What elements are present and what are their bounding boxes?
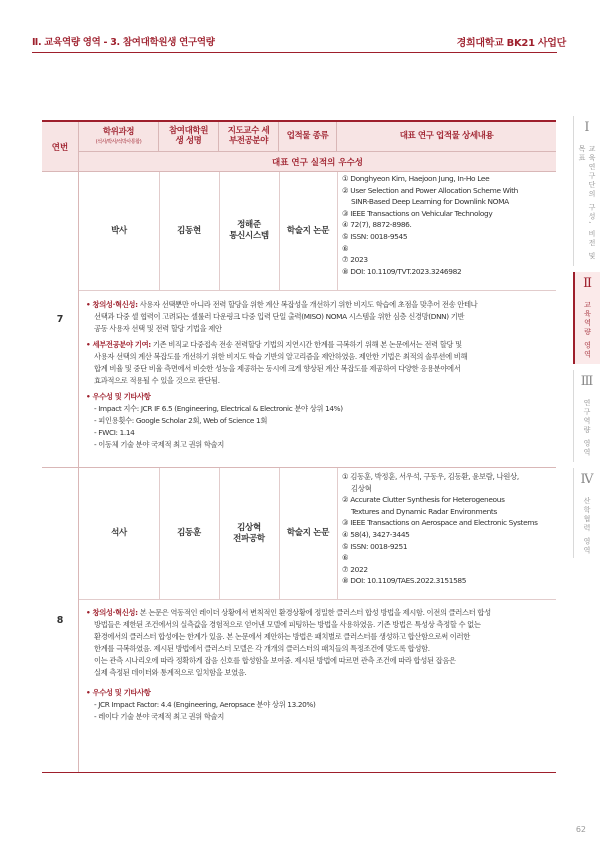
detail-line: ② Accurate Clutter Synthesis for Heterogeneous — [342, 495, 505, 505]
detail-line: ⑤ ISSN: 0018-9251 — [342, 541, 408, 551]
desc-title: 세부전공분야 기여: — [92, 340, 151, 349]
desc-line: 이는 관측 시나리오에 따라 정확하게 잡음 신호를 합성함을 보여줌. 제시된 방법에 따르면 관측 조건에 따라 합성된 잡음은 — [94, 656, 456, 665]
sidebar-item-label: 산학협력 영역 — [583, 497, 591, 556]
desc-block-contribution — [86, 339, 556, 387]
research-table — [42, 120, 556, 774]
header-course-sub: (석사/박사/석박사통합) — [95, 139, 142, 145]
sidebar-item-label: 연구역량 영역 — [583, 399, 591, 458]
desc-line: 선택과 다중 셀 협력이 고려되는 셀룰러 다운링크 다중 입력 단일 출력(MISO) NOMA 시스템을 위한 심층 신경망(DNN) 기반 — [94, 312, 465, 321]
desc-line: 기존 비직교 다중접속 전송 전력할당 기법의 지연시간 한계를 극복하기 위해 본 논문에서는 전력 할당 및 — [152, 340, 462, 349]
desc-block-creativity — [86, 607, 556, 679]
row-8-advisor-name: 김상혁 — [237, 522, 261, 533]
roman-numeral: Ⅱ — [583, 276, 592, 291]
row-7-inner-sep — [79, 290, 556, 291]
header-course-label: 학위과정 — [102, 127, 135, 138]
detail-line: ② User Selection and Power Allocation Scheme With — [342, 185, 519, 195]
row-number: 8 — [42, 468, 79, 772]
sidebar-item-section-3[interactable] — [573, 370, 600, 462]
desc-line: 합계 비율 및 중단 비율 측면에서 비슷한 성능을 제공하는 동시에 크게 향상된 계산 복잡도를 제공하여 다양한 응용분야에서 — [94, 364, 461, 373]
bullet: • — [86, 392, 93, 401]
header-advisor: 지도교수 세부전공분야 — [219, 122, 279, 152]
detail-line: Textures and Dynamic Radar Environments — [351, 506, 497, 516]
detail-line: ⑧ DOI: 10.1109/TAES.2022.3151585 — [342, 576, 467, 586]
bullet: • — [86, 688, 93, 697]
subheader-excellence: 대표 연구 실적의 우수성 — [79, 152, 556, 172]
row-8-details — [342, 471, 556, 587]
detail-line: ③ IEEE Transactions on Vehicular Technology — [342, 208, 493, 218]
detail-line: ③ IEEE Transactions on Aerospace and Electronic Systems — [342, 518, 538, 528]
desc-line: - JCR Impact Factor: 4.4 (Engineering, Aeropsace 분야 상위 13.20%) — [94, 700, 316, 709]
row-7-course: 박사 — [111, 225, 127, 236]
detail-line: 김상혁 — [351, 483, 372, 493]
desc-line: 공동 사용자 선택 및 전력 할당 기법을 제안 — [94, 324, 222, 333]
desc-line: - 피인용횟수: Google Scholar 2회, Web of Science 1회 — [94, 416, 268, 425]
desc-title: 우수성 및 기타사항 — [92, 392, 151, 401]
row-8-student: 김동훈 — [177, 528, 201, 539]
bullet: • — [86, 300, 93, 309]
desc-line: 환경에서의 클러스터 합성에는 한계가 있음. 본 논문에서 제안하는 방법은 패치별로 클러스터를 생성하고 합산함으로써 이러한 — [94, 632, 470, 641]
row-7-details — [342, 173, 556, 277]
row-8-advisor-field: 전파공학 — [233, 533, 265, 544]
row-8-divider — [337, 468, 338, 599]
desc-title: 창의성·혁신성: — [92, 300, 138, 309]
roman-numeral: Ⅲ — [580, 374, 594, 389]
detail-line: ① 김동훈, 박정훈, 서우석, 구동우, 김동환, 윤보람, 나원상, — [342, 472, 519, 481]
row-7-advisor-field: 통신시스템 — [229, 231, 269, 241]
row-7-type: 학술지 논문 — [286, 225, 330, 236]
page-header-org: 경희대학교 BK21 사업단 — [456, 38, 566, 49]
detail-line: ④ 72(7), 8872-8986. — [342, 220, 412, 230]
desc-line: - 이동체 기술 분야 국제적 최고 권위 학술지 — [94, 440, 224, 449]
header-row — [79, 122, 556, 152]
bullet: • — [86, 340, 93, 349]
sidebar-item-section-4[interactable] — [573, 468, 600, 558]
detail-line: ⑥ — [342, 553, 349, 563]
sidebar-item-section-1[interactable] — [573, 116, 600, 266]
desc-title: 창의성·혁신성: — [92, 608, 138, 617]
page-header-section: Ⅱ. 교육역량 영역 - 3. 참여대학원생 연구역량 — [32, 37, 215, 48]
row-8-advisor — [219, 468, 279, 599]
desc-line: - 레이다 기술 분야 국제적 최고 권위 학술지 — [94, 712, 224, 721]
header-type: 업적물 종류 — [279, 122, 337, 152]
detail-line: ⑧ DOI: 10.1109/TVT.2023.3246982 — [342, 266, 462, 276]
desc-line: 사용자 선택뿐만 아니라 전력 할당을 위한 계산 복잡성을 개선하기 위한 비지도 학습에 초점을 맞추어 전송 안테나 — [139, 300, 478, 309]
row-7-advisor-name: 정해준 — [237, 220, 261, 231]
desc-block-excellence — [86, 391, 556, 451]
header-rule — [32, 52, 557, 53]
row-8-course: 석사 — [111, 528, 127, 539]
table-bottom-rule — [42, 772, 556, 773]
desc-title: 우수성 및 기타사항 — [92, 688, 151, 697]
roman-numeral: Ⅰ — [584, 120, 590, 135]
detail-line: ⑦ 2023 — [342, 255, 368, 265]
desc-block-creativity — [86, 299, 556, 335]
row-7-divider — [337, 172, 338, 290]
desc-line: 실제 측정된 데이터와 통계적으로 일치함을 보였음. — [94, 668, 247, 677]
desc-line: - Impact 지수: JCR IF 6.5 (Engineering, Electrical & Electronic 분야 상위 14%) — [94, 404, 343, 413]
detail-line: ④ 58(4), 3427-3445 — [342, 529, 410, 539]
sidebar-item-label: 교육역량 영역 — [583, 301, 592, 360]
row-number: 7 — [42, 172, 79, 467]
detail-line: ① Donghyeon Kim, Haejoon Jung, In-Ho Lee — [342, 174, 490, 183]
header-detail: 대표 연구 업적물 상세내용 — [399, 131, 494, 142]
row-7-student: 김동현 — [177, 225, 201, 236]
row-7-advisor — [219, 172, 279, 290]
detail-line: SINR-Based Deep Learning for Downlink NOMA — [351, 197, 509, 207]
row-8-type: 학술지 논문 — [286, 528, 330, 539]
page-number: 62 — [575, 825, 586, 834]
desc-line: 효과적으로 적용될 수 있을 것으로 판단됨. — [94, 376, 220, 385]
header-yeonbeon: 연번 — [42, 122, 79, 172]
detail-line: ⑥ — [342, 243, 349, 253]
bullet: • — [86, 608, 93, 617]
row-7-description — [86, 299, 556, 455]
desc-line: 사용자 선택의 계산 복잡도를 개선하기 위한 비지도 학습 기반의 알고리즘을 제안하였음. 제안한 기법은 최적의 솔루션에 비해 — [94, 352, 468, 361]
detail-line: ⑤ ISSN: 0018-9545 — [342, 231, 408, 241]
desc-block-excellence — [86, 687, 556, 723]
roman-numeral: Ⅳ — [580, 472, 594, 487]
header-student: 참여대학원생 성명 — [159, 122, 219, 152]
row-8-inner-sep — [79, 599, 556, 600]
desc-line: 방법들은 제한된 조건에서의 실측값을 경험적으로 얻어낸 모델에 피팅하는 방법을 사용하였음. 기존 방법은 특성상 측정할 수 없는 — [94, 620, 481, 629]
row-8-description — [86, 607, 556, 727]
header-course — [79, 122, 159, 152]
sidebar-item-section-2[interactable] — [573, 272, 600, 364]
detail-line: ⑦ 2022 — [342, 564, 368, 574]
desc-line: 본 논문은 역동적인 레이더 상황에서 변칙적인 환경상황에 정밀한 클러스터 합성 방법을 제시함. 이전의 클러스터 합성 — [139, 608, 491, 617]
desc-line: - FWCI: 1.14 — [94, 428, 135, 437]
desc-line: 한계를 극복하였음. 제시된 방법에서 클러스터 모델은 각 개개의 클러스터의 패치들의 특정조건에 맞도록 합성함. — [94, 644, 430, 653]
sidebar-item-label: 교육연구단의 구성, 비전 및 목표 — [578, 145, 596, 261]
